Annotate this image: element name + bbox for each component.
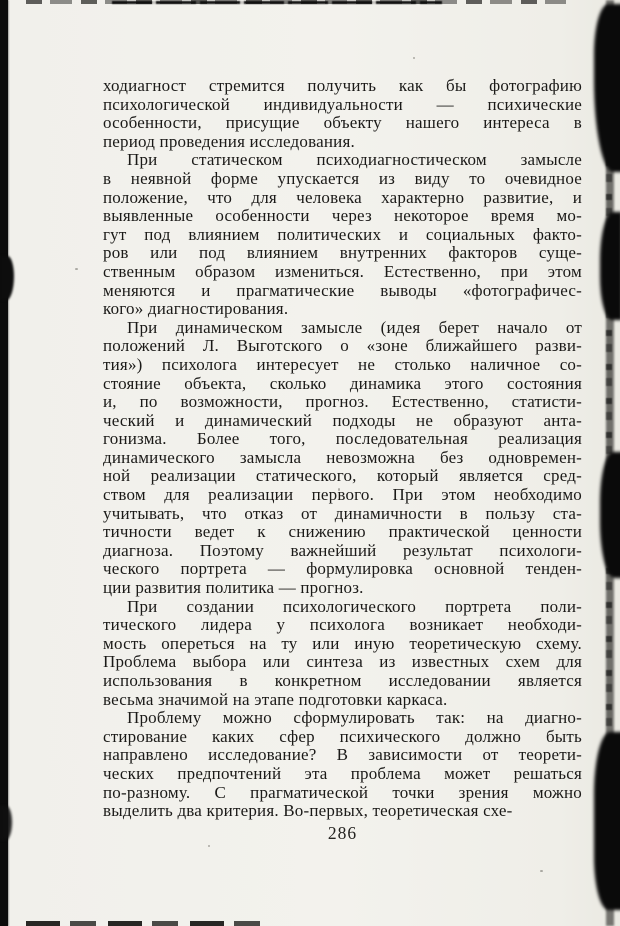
scan-speck (540, 870, 543, 872)
text-line: психологической индивидуальности — психические (103, 94, 582, 114)
text-line: тия») психолога интересует не столько наличное со- (103, 354, 582, 374)
text-line: направлено исследование? В зависимости от теорети- (103, 745, 582, 765)
text-block (103, 77, 582, 821)
binding-strip-left-blot (0, 256, 14, 300)
text-line: Проблему можно сформулировать так: на диагно- (127, 708, 582, 728)
binding-blot (594, 4, 620, 172)
text-line: весьма значимой на этапе подготовки каркаса. (103, 689, 448, 709)
text-line: При динамическом замысле (идея берет начало от (127, 317, 582, 337)
text-line: ной реализации статического, который является сред- (103, 466, 582, 486)
text-line: меняются и прагматические выводы «фотографичес- (103, 280, 582, 300)
text-line: особенности, присущие объекту нашего интереса в (103, 113, 582, 133)
text-line: стояние объекта, сколько динамика этого состояния (103, 373, 582, 393)
text-line: положение, что для человека характерно развитие, и (103, 187, 582, 207)
binding-blot (594, 732, 620, 910)
binding-blot (600, 452, 620, 578)
text-line: ством для реализации первого. При этом необходимо (103, 485, 582, 505)
paragraph (103, 319, 582, 598)
text-line: по-разному. С прагматической точки зрения можно (103, 782, 582, 802)
text-line: ции развития политика — прогноз. (103, 578, 364, 598)
text-line: ров или под влиянием внутренних факторов суще- (103, 243, 582, 263)
scan-speck (231, 160, 233, 162)
paragraph (103, 77, 582, 151)
text-line: период проведения исследования. (103, 131, 355, 151)
text-line: динамического замысла невозможна без одновремен- (103, 447, 582, 467)
text-line: ственным образом измениться. Естественно, при этом (103, 261, 582, 281)
page-edge-marks-top-dense (112, 1, 442, 4)
text-line: стирование каких сфер психического должно быть (103, 726, 582, 746)
text-line: и, по возможности, прогноз. Естественно, статисти- (103, 392, 582, 412)
scan-speck (413, 57, 415, 59)
binding-shadow-right (580, 0, 620, 926)
binding-strip-left-blot (0, 806, 12, 840)
text-line: учитывать, что отказ от динамичности в пользу ста- (103, 503, 582, 523)
text-line: кого» диагностирования. (103, 299, 289, 319)
text-line: положений Л. Выготского о «зоне ближайшего разви- (103, 336, 582, 356)
binding-strip-left (0, 0, 8, 926)
text-line: выделить два критерия. Во-первых, теоретическая схе- (103, 801, 513, 821)
binding-blot (600, 212, 620, 320)
text-line: в неявной форме упускается из виду то очевидное (103, 168, 582, 188)
text-line: При создании психологического портрета поли- (127, 596, 582, 616)
scan-speck (338, 488, 340, 491)
text-line: При статическом психодиагностическом замысле (127, 150, 582, 170)
text-line: Проблема выбора или синтеза из известных схем для (103, 652, 582, 672)
text-line: ческих предпочтений эта проблема может решаться (103, 763, 582, 783)
page-number: 286 (327, 823, 358, 843)
text-line: тического лидера у психолога возникает необходи- (103, 615, 582, 635)
paragraph (103, 709, 582, 821)
text-line: ческий и динамический подходы не образуют анта- (103, 410, 582, 430)
paragraph (103, 151, 582, 318)
text-line: ходиагност стремится получить как бы фотографию (103, 76, 582, 95)
text-line: гут под влиянием политических и социальных факто- (103, 224, 582, 244)
text-line: мость опереться на ту или иную теоретическую схему. (103, 633, 582, 653)
text-line: ческого портрета — формулировка основной тенден- (103, 559, 582, 579)
scan-speck (75, 268, 78, 270)
text-line: гонизма. Более того, последовательная реализация (103, 429, 582, 449)
text-line: диагноза. Поэтому важнейший результат психологи- (103, 540, 582, 560)
page-edge-marks-bottom (26, 921, 268, 926)
scan-speck (208, 845, 210, 847)
text-line: выявленные особенности через некоторое время мо- (103, 206, 582, 226)
text-line: тичности ведет к снижению практической ценности (103, 522, 582, 542)
paragraph (103, 598, 582, 710)
text-line: использования в конкретном исследовании является (103, 671, 582, 690)
